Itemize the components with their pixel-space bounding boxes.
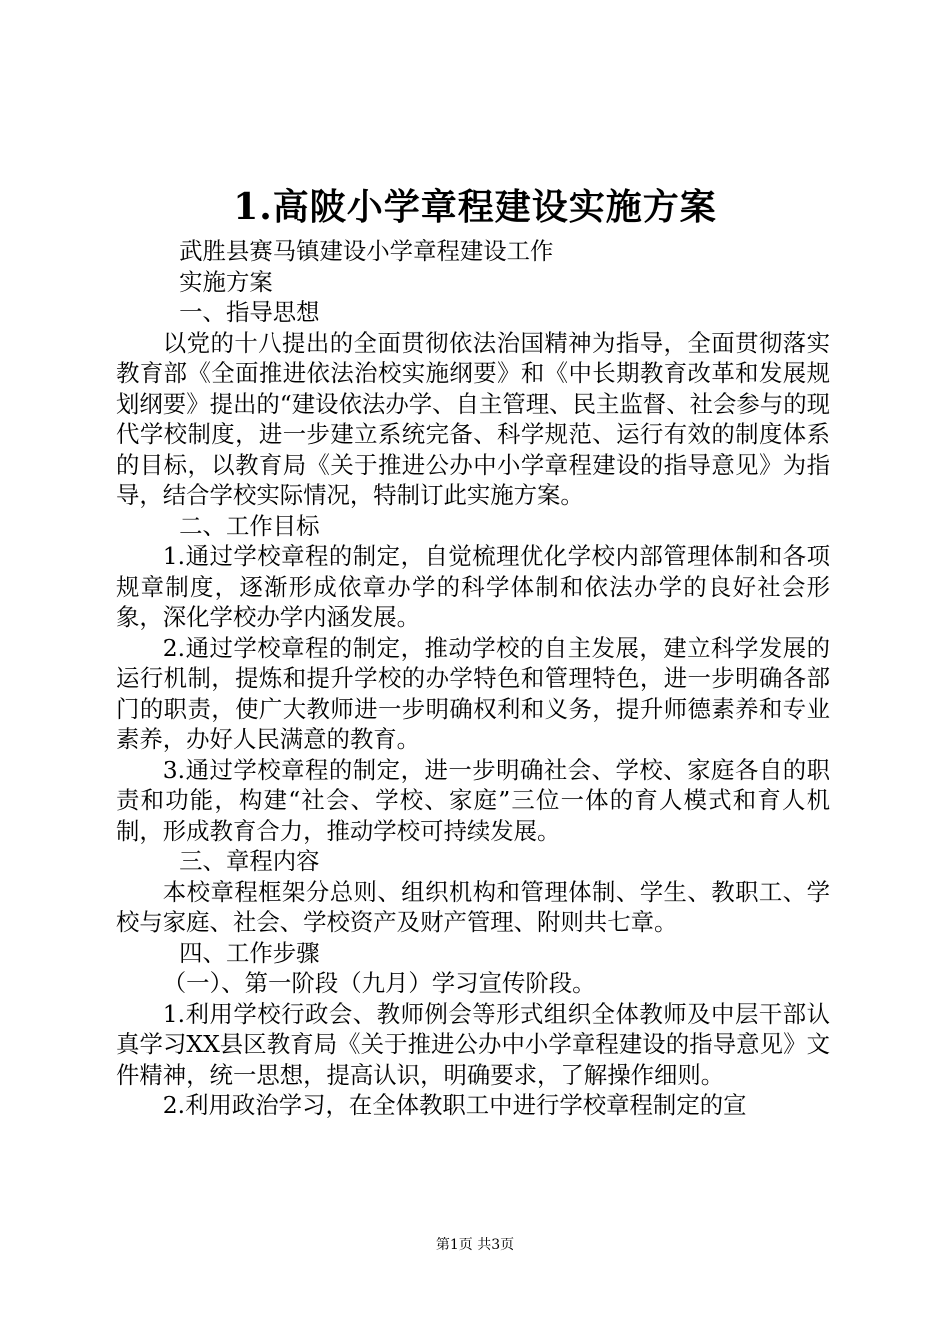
paragraph: 2.通过学校章程的制定，推动学校的自主发展，建立科学发展的运行机制，提炼和提升学校的办学特色和管理特色，进一步明确各部门的职责，使广大教师进一步明确权利和义务，提升师德素养和专业素养，办好人民满意的教育。 — [116, 633, 830, 753]
paragraph: 以党的十八提出的全面贯彻依法治国精神为指导，全面贯彻落实教育部《全面推进依法治校实施纲要》和《中长期教育改革和发展规划纲要》提出的“建设依法办学、自主管理、民主监督、社会参与的现代学校制度，进一步建立系统完备、科学规范、运行有效的制度体系的目标，以教育局《关于推进公办中小学章程建设的指导意见》为指导，结合学校实际情况，特制订此实施方案。 — [116, 328, 830, 509]
paragraph: （一）、第一阶段（九月）学习宣传阶段。 — [162, 969, 596, 997]
paragraph: 3.通过学校章程的制定，进一步明确社会、学校、家庭各自的职责和功能，构建“社会、学校、家庭”三位一体的育人模式和育人机制，形成教育合力，推动学校可持续发展。 — [116, 755, 830, 845]
header-line-plan: 实施方案 — [179, 267, 273, 296]
section-heading-1: 一、指导思想 — [179, 298, 320, 326]
section-heading-4: 四、工作步骤 — [179, 938, 320, 967]
document-body — [116, 236, 830, 1121]
section-heading-3: 三、章程内容 — [179, 847, 320, 875]
section-heading-2: 二、工作目标 — [179, 511, 320, 540]
header-line-school: 武胜县赛马镇建设小学章程建设工作 — [179, 237, 554, 265]
page-footer: 第1页 共3页 — [435, 1237, 515, 1253]
paragraph: 本校章程框架分总则、组织机构和管理体制、学生、教职工、学校与家庭、社会、学校资产及财产管理、附则共七章。 — [116, 877, 830, 936]
document-title: 1.高陂小学章程建设实施方案 — [233, 186, 717, 228]
paragraph: 1.利用学校行政会、教师例会等形式组织全体教师及中层干部认真学习XX县区教育局《关于推进公办中小学章程建设的指导意见》文件精神，统一思想，提高认识，明确要求，了解操作细则。 — [116, 999, 830, 1089]
paragraph: 2.利用政治学习，在全体教职工中进行学校章程制定的宣 — [162, 1091, 747, 1119]
paragraph: 1.通过学校章程的制定，自觉梳理优化学校内部管理体制和各项规章制度，逐渐形成依章办学的科学体制和依法办学的良好社会形象，深化学校办学内涵发展。 — [116, 542, 830, 631]
